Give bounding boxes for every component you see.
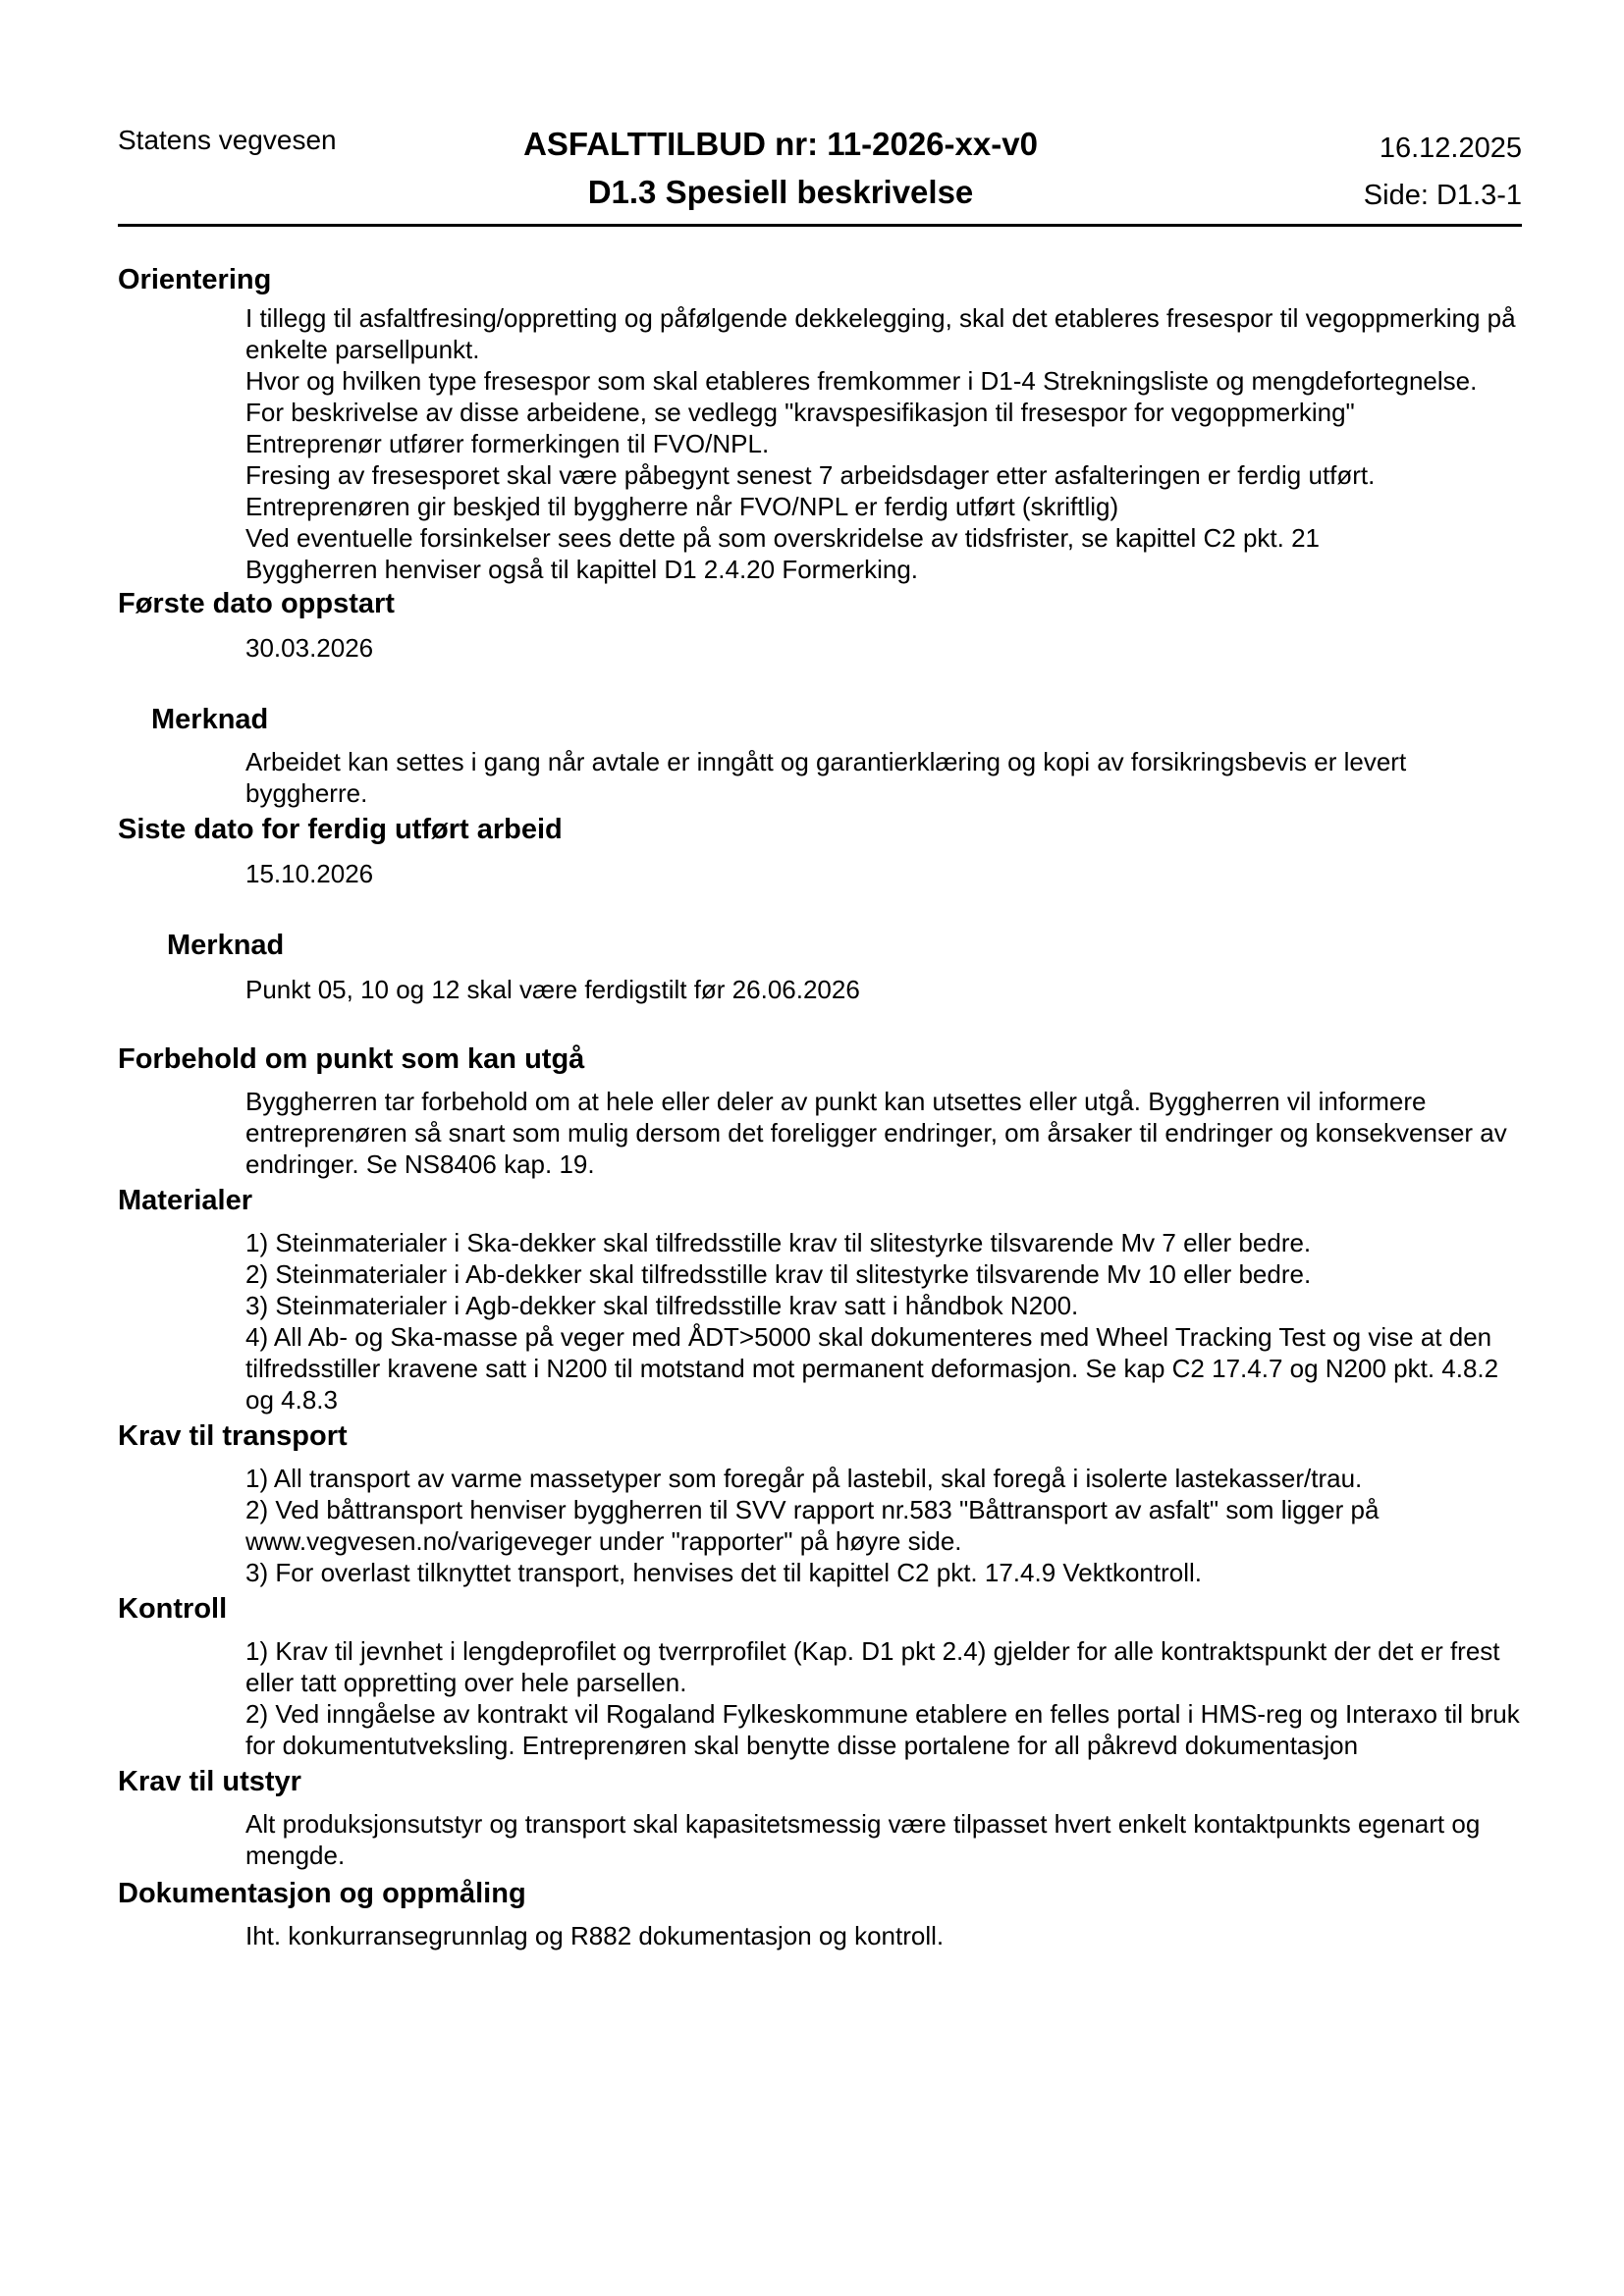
paragraph: Entreprenør utfører formerkingen til FVO/NPL. (245, 429, 770, 458)
list-item: 3) Steinmaterialer i Agb-dekker skal tilfredsstille krav satt i håndbok N200. (245, 1291, 1079, 1320)
section-title-dokumentasjon: Dokumentasjon og oppmåling (118, 1878, 526, 1909)
section-title-orientering: Orientering (118, 264, 272, 295)
paragraph: I tillegg til asfaltfresing/oppretting og påfølgende dekkelegging, skal det etableres fresespor til vegoppmerking på enkelte parsellpunkt. (245, 303, 1516, 364)
section-body-utstyr: Alt produksjonsutstyr og transport skal kapasitetsmessig være tilpasset hvert enkelt kontaktpunkts egenart og mengde. (245, 1809, 1481, 1870)
note-title-start: Merknad (151, 704, 269, 735)
section-body-dokumentasjon: Iht. konkurransegrunnlag og R882 dokumentasjon og kontroll. (245, 1921, 945, 1950)
section-body-orientering (118, 302, 1522, 585)
organization-name: Statens vegvesen (118, 125, 337, 155)
section-title-forste-dato: Første dato oppstart (118, 588, 395, 619)
list-item: 4) All Ab- og Ska-masse på veger med ÅDT>5000 skal dokumenteres med Wheel Tracking Test og vise at den tilfredsstiller kravene satt i N200 til motstand mot permanent deformasjon. Se kap C2 17.4.7 og N200 pkt. 4.8.2 og 4.8.3 (245, 1322, 1499, 1415)
note-text-start: Arbeidet kan settes i gang når avtale er inngått og garantierklæring og kopi av forsikringsbevis er levert byggherre. (245, 747, 1407, 808)
paragraph: Byggherren henviser også til kapittel D1 2.4.20 Formerking. (245, 555, 919, 584)
header-divider (118, 224, 1522, 227)
list-item: 1) Krav til jevnhet i lengdeprofilet og tverrprofilet (Kap. D1 pkt 2.4) gjelder for alle kontraktspunkt der det er frest eller tatt oppretting over hele parsellen. (245, 1636, 1500, 1697)
section-body-transport (118, 1463, 1522, 1588)
section-title-forbehold: Forbehold om punkt som kan utgå (118, 1043, 585, 1075)
header-meta (1364, 125, 1522, 219)
paragraph: Fresing av fresesporet skal være påbegynt senest 7 arbeidsdager etter asfalteringen er ferdig utført. (245, 460, 1376, 490)
section-title-kontroll: Kontroll (118, 1593, 228, 1625)
section-body-kontroll (118, 1635, 1522, 1761)
list-item: 2) Steinmaterialer i Ab-dekker skal tilfredsstille krav til slitestyrke tilsvarende Mv 10 eller bedre. (245, 1259, 1312, 1289)
paragraph: Ved eventuelle forsinkelser sees dette på som overskridelse av tidsfrister, se kapittel C2 pkt. 21 (245, 523, 1320, 553)
paragraph: Entreprenøren gir beskjed til byggherre når FVO/NPL er ferdig utført (skriftlig) (245, 492, 1119, 521)
section-title-materialer: Materialer (118, 1185, 253, 1216)
section-body-forbehold: Byggherren tar forbehold om at hele eller deler av punkt kan utsettes eller utgå. Byggherren vil informere entreprenøren så snart som mulig dersom det foreligger endringer, om årsaker til endringer og konsekvenser av endringer. Se NS8406 kap. 19. (245, 1087, 1507, 1179)
document-date: 16.12.2025 (1379, 133, 1522, 164)
title-line-2: D1.3 Spesiell beskrivelse (587, 174, 974, 210)
section-body-materialer (118, 1227, 1522, 1415)
section-title-siste-dato: Siste dato for ferdig utført arbeid (118, 814, 563, 845)
note-text-end: Punkt 05, 10 og 12 skal være ferdigstilt før 26.06.2026 (245, 975, 860, 1004)
paragraph: Hvor og hvilken type fresespor som skal etableres fremkommer i D1-4 Strekningsliste og mengdefortegnelse. (245, 366, 1478, 396)
list-item: 2) Ved inngåelse av kontrakt vil Rogaland Fylkeskommune etablere en felles portal i HMS-reg og Interaxo til bruk for dokumentutveksling. Entreprenøren skal benytte disse portalene for all påkrevd dokumentasjon (245, 1699, 1520, 1760)
list-item: 1) All transport av varme massetyper som foregår på lastebil, skal foregå i isolerte lastekasser/trau. (245, 1464, 1363, 1493)
note-title-end: Merknad (167, 930, 285, 961)
document-title (0, 120, 1561, 216)
list-item: 2) Ved båttransport henviser byggherren til SVV rapport nr.583 "Båttransport av asfalt" som ligger på www.vegvesen.no/varigeveger under "rapporter" på høyre side. (245, 1495, 1380, 1556)
paragraph: For beskrivelse av disse arbeidene, se vedlegg "kravspesifikasjon til fresespor for vegoppmerking" (245, 398, 1355, 427)
list-item: 3) For overlast tilknyttet transport, henvises det til kapittel C2 pkt. 17.4.9 Vektkontroll. (245, 1558, 1203, 1587)
document-body (118, 261, 1522, 1951)
section-title-utstyr: Krav til utstyr (118, 1766, 301, 1797)
section-title-transport: Krav til transport (118, 1420, 348, 1452)
title-line-1: ASFALTTILBUD nr: 11-2026-xx-v0 (523, 126, 1038, 162)
list-item: 1) Steinmaterialer i Ska-dekker skal tilfredsstille krav til slitestyrke tilsvarende Mv 7 eller bedre. (245, 1228, 1312, 1257)
end-date-value: 15.10.2026 (245, 859, 374, 888)
page-number: Side: D1.3-1 (1363, 180, 1522, 211)
start-date-value: 30.03.2026 (245, 633, 374, 663)
